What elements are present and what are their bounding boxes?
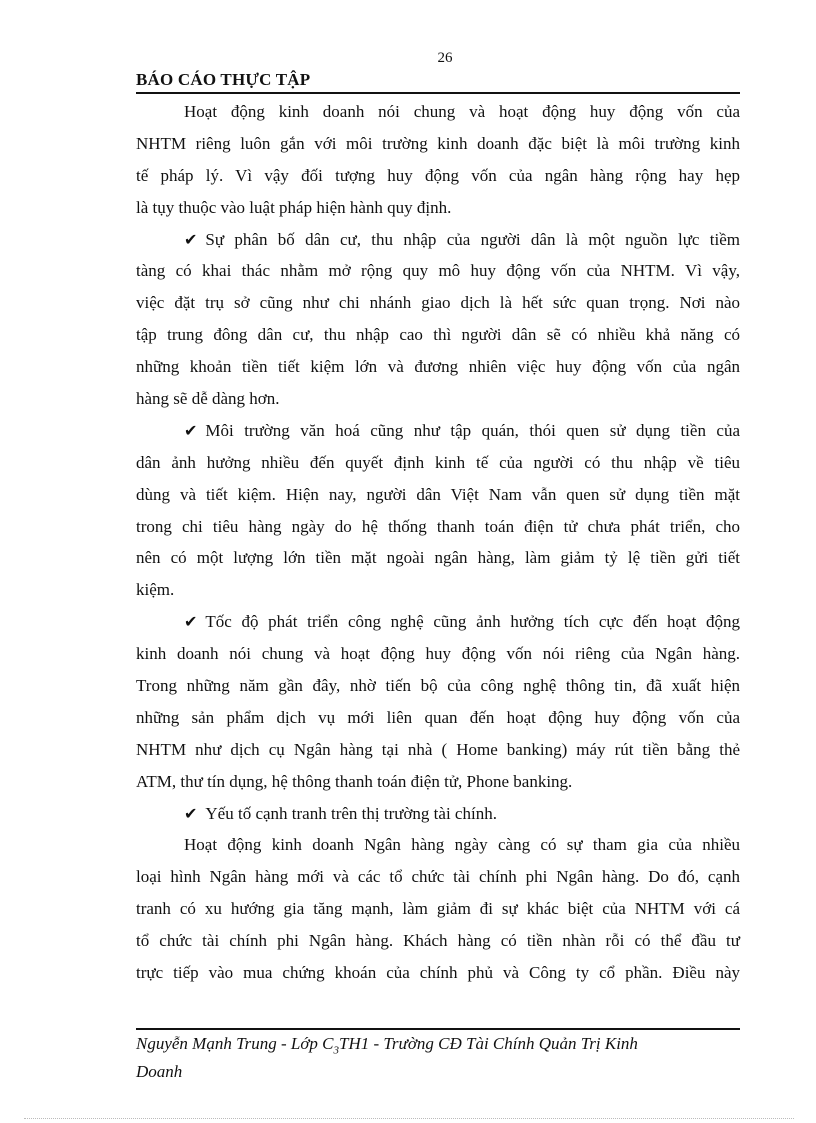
paragraph-6-line: loại hình Ngân hàng mới và các tổ chức tài chính phi Ngân hàng. Do đó, cạnh: [136, 867, 740, 887]
paragraph-3-line: nên có một lượng lớn tiền mặt ngoài ngân hàng, làm giảm tỷ lệ tiền gửi tiết: [136, 548, 740, 568]
paragraph-2-line: việc đặt trụ sở cũng như chi nhánh giao dịch là hết sức quan trọng. Nơi nào: [136, 293, 740, 313]
check-mark-icon: ✔: [184, 612, 198, 632]
bullet-text: Môi trường văn hoá cũng như tập quán, thói quen sử dụng tiền của: [205, 420, 740, 440]
paragraph-4-line: kinh doanh nói chung và hoạt động huy động vốn nói riêng của Ngân hàng.: [136, 644, 740, 664]
paragraph-3-line: dùng và tiết kiệm. Hiện nay, người dân Việt Nam vẫn quen sử dụng tiền mặt: [136, 484, 740, 504]
check-mark-icon: ✔: [184, 229, 198, 249]
paragraph-4-line: ATM, thư tín dụng, hệ thông thanh toán điện tử, Phone banking.: [136, 771, 573, 791]
paragraph-4-line: NHTM như dịch cụ Ngân hàng tại nhà ( Home banking) máy rút tiền bằng thẻ: [136, 739, 740, 759]
paragraph-6-line: trực tiếp vào mua chứng khoán của chính phủ và Công ty cổ phần. Điều này: [136, 963, 740, 983]
paragraph-2-line: tàng có khai thác nhằm mở rộng quy mô huy động vốn của NHTM. Vì vậy,: [136, 261, 740, 281]
footer-divider: [136, 1028, 740, 1030]
body-text: [136, 96, 740, 989]
header-title: BÁO CÁO THỰC TẬP: [136, 70, 311, 89]
bullet-text: Sự phân bố dân cư, thu nhập của người dân là một nguồn lực tiềm: [205, 229, 740, 249]
check-mark-icon: ✔: [184, 420, 198, 440]
paragraph-1-line: Hoạt động kinh doanh nói chung và hoạt động huy động vốn của: [184, 102, 740, 121]
paragraph-1-line: là tụy thuộc vào luật pháp hiện hành quy định.: [136, 197, 452, 217]
paragraph-3-line: dân ảnh hưởng nhiều đến quyết định kinh tế của người có thu nhập về tiêu: [136, 452, 740, 472]
paragraph-4-line: Trong những năm gần đây, nhờ tiến bộ của công nghệ thông tin, đã xuất hiện: [136, 676, 740, 696]
footer: [136, 1033, 740, 1082]
check-mark-icon: ✔: [184, 803, 198, 823]
paragraph-6-line: tranh có xu hướng gia tăng mạnh, làm giảm đi sự khác biệt của NHTM với cá: [136, 899, 740, 919]
bullet-text: Tốc độ phát triển công nghệ cũng ảnh hưởng tích cực đến hoạt động: [205, 612, 740, 632]
paragraph-1-line: NHTM riêng luôn gắn với môi trường kinh doanh đặc biệt là môi trường kinh: [136, 133, 740, 153]
paragraph-3-line: trong chi tiêu hàng ngày do hệ thống thanh toán điện tử chưa phát triển, cho: [136, 516, 740, 536]
page-bottom-border: [24, 1118, 794, 1119]
paragraph-3-line: kiệm.: [136, 580, 175, 600]
footer-author: Nguyễn Mạnh Trung - Lớp C: [136, 1034, 334, 1053]
bullet-item-technology: [136, 606, 740, 638]
header-divider: [136, 92, 740, 94]
bullet-item-competition: [136, 798, 740, 830]
footer-line-1: [136, 1033, 740, 1061]
page-number: 26: [437, 50, 453, 66]
footer-line-2: Doanh: [136, 1062, 183, 1082]
bullet-item-culture: [136, 415, 740, 447]
paragraph-2-line: những khoản tiền tiết kiệm lớn và đương nhiên việc huy động vốn của ngân: [136, 357, 740, 377]
paragraph-4-line: những sản phẩm dịch vụ mới liên quan đến hoạt động huy động vốn của: [136, 707, 740, 727]
paragraph-6-line: Hoạt động kinh doanh Ngân hàng ngày càng có sự tham gia của nhiều: [184, 835, 740, 855]
bullet-item-population: [136, 224, 740, 256]
bullet-text: Yếu tố cạnh tranh trên thị trường tài chính.: [205, 803, 497, 823]
footer-school: TH1 - Trường CĐ Tài Chính Quản Trị Kinh: [339, 1034, 638, 1053]
paragraph-2-line: tập trung đông dân cư, thu nhập cao thì người dân sẽ có nhiều khả năng có: [136, 325, 740, 345]
paragraph-2-line: hàng sẽ dễ dàng hơn.: [136, 389, 280, 409]
paragraph-1-line: tế pháp lý. Vì vậy đối tượng huy động vốn của ngân hàng rộng hay hẹp: [136, 165, 740, 185]
footer-subscript: 3: [333, 1044, 340, 1057]
paragraph-6-line: tổ chức tài chính phi Ngân hàng. Khách hàng có tiền nhàn rỗi có thể đầu tư: [136, 931, 740, 951]
